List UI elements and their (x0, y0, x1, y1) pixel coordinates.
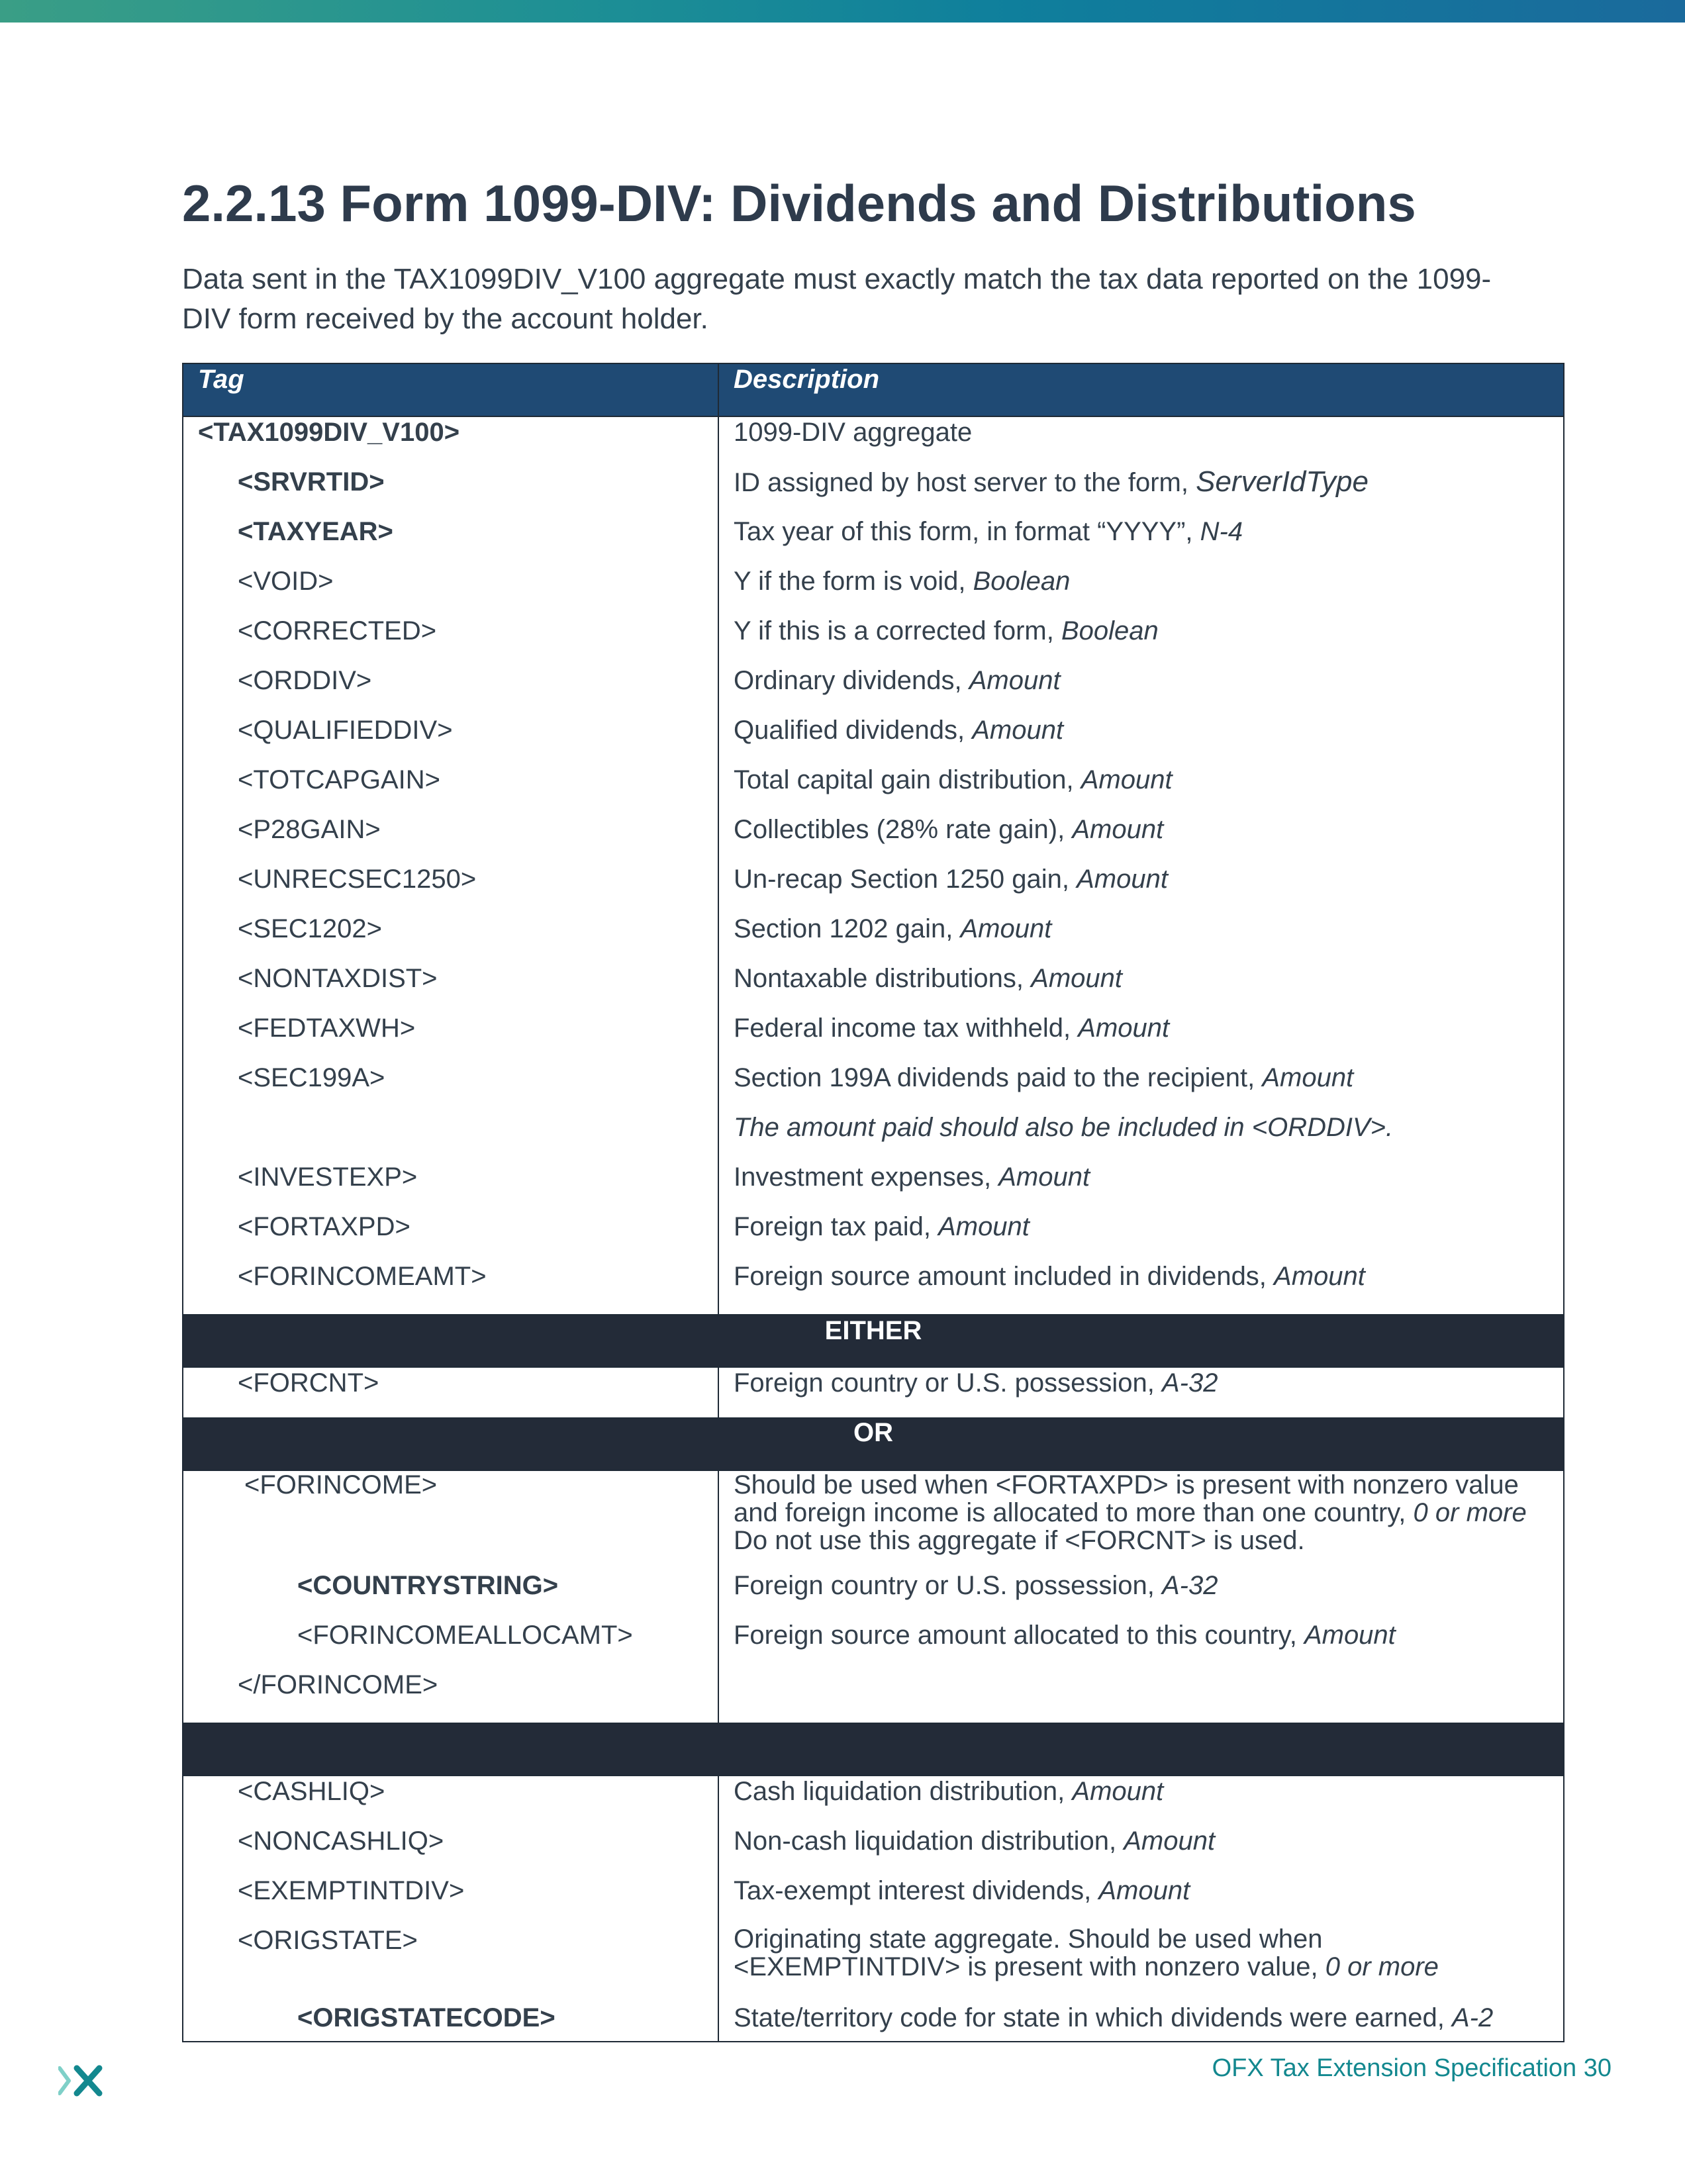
tag-description: 1099-DIV aggregate (734, 418, 973, 447)
data-type: N-4 (1200, 517, 1243, 546)
either-band (183, 1315, 1564, 1367)
tag-name: <FEDTAXWH> (238, 1014, 416, 1043)
ofx-logo-icon (58, 2064, 107, 2097)
tag-description: Y if this is a corrected form, (734, 616, 1061, 645)
data-type: Amount (972, 716, 1064, 745)
tag-description: Collectibles (28% rate gain), (734, 815, 1073, 844)
top-accent-bar (0, 0, 1685, 23)
data-type: Amount (1262, 1063, 1354, 1092)
tag-name: <VOID> (238, 567, 334, 596)
table-row (183, 1925, 1564, 2003)
table-row (183, 864, 1564, 914)
table-row (183, 516, 1564, 566)
tag-description: Investment expenses, (734, 1163, 999, 1192)
tag-name: <UNRECSEC1250> (238, 865, 477, 894)
tag-description: Federal income tax withheld, (734, 1014, 1079, 1043)
data-type: Amount (1078, 1014, 1170, 1043)
tag-description-table (182, 363, 1565, 2042)
data-type: Amount (1031, 964, 1122, 993)
sec199a-note: The amount paid should also be included in <ORDDIV>. (734, 1113, 1394, 1142)
end-choice-band (183, 1723, 1564, 1776)
table-row (183, 1826, 1564, 1875)
tag-description: Un-recap Section 1250 gain, (734, 865, 1077, 894)
either-label: EITHER (824, 1316, 922, 1345)
tag-name: <ORDDIV> (238, 666, 372, 695)
table-row (183, 1875, 1564, 1925)
data-type: 0 or more (1325, 1952, 1439, 1981)
tag-name: <CASHLIQ> (238, 1777, 385, 1806)
tag-description: Qualified dividends, (734, 716, 973, 745)
tag-description: Tax year of this form, in format “YYYY”, (734, 517, 1200, 546)
tag-name: <QUALIFIEDDIV> (238, 716, 453, 745)
table-row (183, 814, 1564, 864)
tag-description: Foreign source amount allocated to this country, (734, 1621, 1304, 1650)
tag-name: <EXEMPTINTDIV> (238, 1876, 465, 1905)
table-row (183, 416, 1564, 467)
tag-name: <FORINCOMEAMT> (238, 1262, 487, 1291)
table-row (183, 765, 1564, 814)
table-row (183, 1670, 1564, 1723)
table-row (183, 1470, 1564, 1570)
tag-description: Originating state aggregate. Should be used when <EXEMPTINTDIV> is present with nonzero value, (734, 1924, 1325, 1981)
tag-description: Total capital gain distribution, (734, 765, 1081, 794)
tag-name: <ORIGSTATE> (238, 1926, 418, 1955)
tag-name: <FORCNT> (238, 1368, 379, 1398)
or-label: OR (853, 1418, 893, 1447)
tag-description: Foreign country or U.S. possession, (734, 1368, 1162, 1398)
or-band (183, 1418, 1564, 1470)
tag-description: ID assigned by host server to the form, (734, 468, 1196, 497)
data-type: A-32 (1161, 1571, 1218, 1600)
table-row (183, 1620, 1564, 1670)
tag-name: <CORRECTED> (238, 616, 437, 645)
tag-description: Ordinary dividends, (734, 666, 969, 695)
table-row (183, 665, 1564, 715)
data-type: Boolean (1061, 616, 1159, 645)
data-type: Amount (1081, 765, 1173, 794)
table-row (183, 715, 1564, 765)
tag-description: Should be used when <FORTAXPD> is present with nonzero value and foreign income is allocated to more than one country, (734, 1470, 1519, 1527)
tag-name: <NONTAXDIST> (238, 964, 438, 993)
footer-page-label: OFX Tax Extension Specification 30 (1212, 2054, 1612, 2082)
table-row (183, 1013, 1564, 1063)
table-row (183, 2003, 1564, 2042)
section-heading: 2.2.13 Form 1099-DIV: Dividends and Distributions (182, 174, 1416, 232)
data-type: Amount (1072, 1777, 1164, 1806)
table-row (183, 1570, 1564, 1620)
tag-description: Y if the form is void, (734, 567, 973, 596)
data-type: Amount (960, 914, 1052, 943)
tag-name: <SEC1202> (238, 914, 382, 943)
data-type: Amount (1124, 1827, 1216, 1856)
data-type: A-2 (1452, 2003, 1494, 2032)
data-type: Amount (938, 1212, 1030, 1241)
tag-name: <FORINCOME> (244, 1470, 438, 1499)
tag-description: Nontaxable distributions, (734, 964, 1032, 993)
data-type: Amount (1098, 1876, 1190, 1905)
table-row (183, 1776, 1564, 1826)
tag-description: Section 199A dividends paid to the recipient, (734, 1063, 1263, 1092)
tag-name: <FORTAXPD> (238, 1212, 410, 1241)
section-intro: Data sent in the TAX1099DIV_V100 aggregate must exactly match the tax data reported on the 1099-DIV form received by the account holder. (182, 263, 1492, 335)
data-type: 0 or more (1413, 1498, 1527, 1527)
tag-name: <FORINCOMEALLOCAMT> (297, 1621, 633, 1650)
table-row (183, 1367, 1564, 1418)
data-type: Boolean (973, 567, 1071, 596)
tag-name: <COUNTRYSTRING> (297, 1571, 559, 1600)
table-row (183, 1162, 1564, 1211)
tag-name: <TOTCAPGAIN> (238, 765, 441, 794)
data-type: Amount (1274, 1262, 1365, 1291)
data-type: Amount (1304, 1621, 1396, 1650)
column-header-tag: Tag (183, 363, 718, 416)
data-type: ServerIdType (1196, 465, 1369, 498)
table-row (183, 1211, 1564, 1261)
data-type: Amount (969, 666, 1061, 695)
data-type: Amount (998, 1163, 1090, 1192)
table-row (183, 616, 1564, 665)
tag-name: <TAXYEAR> (238, 517, 393, 546)
table-row (183, 467, 1564, 516)
tag-name: <NONCASHLIQ> (238, 1827, 444, 1856)
tag-name: <SRVRTID> (238, 467, 385, 497)
table-row (183, 1063, 1564, 1112)
tag-name: <INVESTEXP> (238, 1163, 418, 1192)
tag-description: State/territory code for state in which dividends were earned, (734, 2003, 1452, 2032)
tag-description: Section 1202 gain, (734, 914, 961, 943)
tag-description: Foreign country or U.S. possession, (734, 1571, 1162, 1600)
data-type: Amount (1072, 815, 1164, 844)
tag-description: Foreign tax paid, (734, 1212, 939, 1241)
data-type: Amount (1077, 865, 1168, 894)
tag-name: <ORIGSTATECODE> (297, 2003, 555, 2032)
tag-description-note: Do not use this aggregate if <FORCNT> is used. (734, 1498, 1541, 1555)
tag-description: Non-cash liquidation distribution, (734, 1827, 1124, 1856)
tag-name: <SEC199A> (238, 1063, 385, 1092)
tag-name: <TAX1099DIV_V100> (198, 418, 460, 447)
table-row (183, 963, 1564, 1013)
table-row (183, 1261, 1564, 1315)
tag-description: Cash liquidation distribution, (734, 1777, 1073, 1806)
tag-description: Foreign source amount included in dividends, (734, 1262, 1275, 1291)
tag-name: <P28GAIN> (238, 815, 381, 844)
tag-name: </FORINCOME> (238, 1670, 438, 1699)
table-row (183, 914, 1564, 963)
column-header-description: Description (718, 363, 1564, 416)
table-row (183, 566, 1564, 616)
tag-description: Tax-exempt interest dividends, (734, 1876, 1099, 1905)
data-type: A-32 (1161, 1368, 1218, 1398)
table-row (183, 1112, 1564, 1162)
